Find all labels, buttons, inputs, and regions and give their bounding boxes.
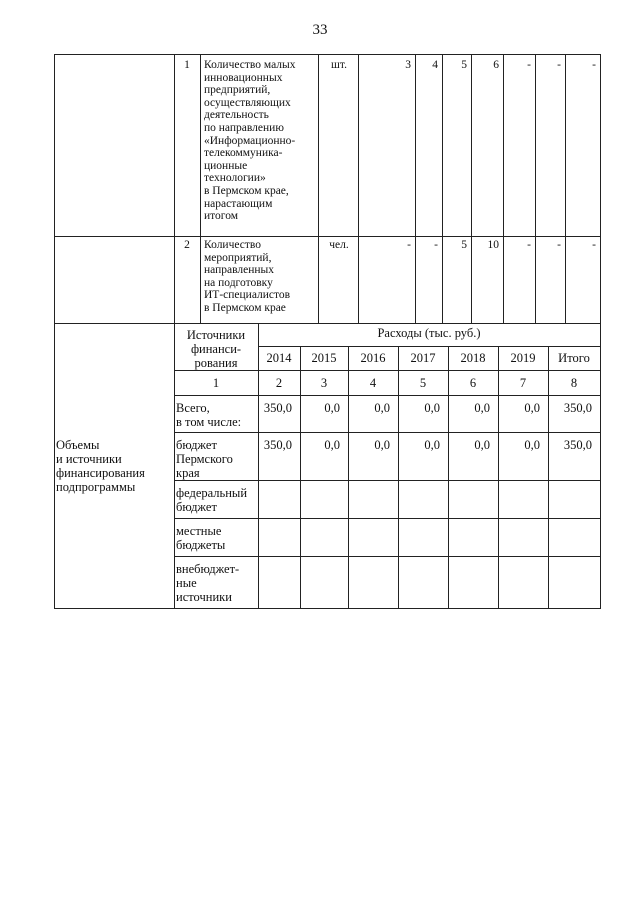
indicator-name: Количество малых инновационных предприятий, осуществляющих деятельность по направлению «Информационно- телекоммуника- ционные технологии» в Пермском крае, нарастающим итогом [204,59,296,223]
finance-column-number: 2 [275,376,283,390]
indicator-unit: шт. [331,59,347,71]
indicator-name: Количество мероприятий, направленных на подготовку ИТ-специалистов в Пермском крае [204,239,291,314]
finance-row-value: 350,0 [263,438,292,452]
finance-year-header: Итого [558,351,590,365]
finance-year-header: 2014 [266,351,292,365]
finance-row-label: бюджет Пермского края [176,438,233,480]
table-rule-vertical [358,54,359,323]
indicator-value: - [407,239,411,251]
finance-row-value: 350,0 [563,401,592,415]
finance-year-header: 2018 [460,351,486,365]
finance-row-label: федеральный бюджет [176,486,248,514]
finance-section-label: Объемы и источники финансирования подпрограммы [56,438,145,494]
table-rule-vertical [54,54,55,608]
indicator-value: 10 [487,239,499,251]
indicator-value: - [527,59,531,71]
indicator-number: 1 [184,59,190,71]
table-rule-horizontal [54,608,601,609]
table-rule-vertical [200,54,201,323]
table-rule-horizontal [54,236,601,237]
finance-year-header: 2016 [360,351,386,365]
finance-column-number: 8 [570,376,578,390]
indicator-value: 6 [493,59,499,71]
indicator-value: - [592,239,596,251]
indicator-value: - [434,239,438,251]
finance-row-value: 0,0 [474,401,490,415]
finance-row-value: 0,0 [474,438,490,452]
table-rule-vertical [565,54,566,323]
table-rule-horizontal [174,370,601,371]
finance-row-value: 0,0 [324,438,340,452]
table-rule-vertical [318,54,319,323]
table-rule-vertical [258,323,259,608]
indicator-value: - [557,59,561,71]
finance-column-number: 5 [419,376,427,390]
page-number: 33 [312,22,328,38]
table-rule-vertical [174,54,175,608]
finance-row-label: Всего, в том числе: [176,401,242,429]
table-rule-horizontal [174,395,601,396]
table-rule-vertical [503,54,504,323]
finance-row-value: 0,0 [374,438,390,452]
table-rule-vertical [442,54,443,323]
finance-year-header: 2019 [510,351,536,365]
indicator-value: - [527,239,531,251]
finance-row-value: 0,0 [324,401,340,415]
finance-row-value: 350,0 [563,438,592,452]
indicator-value: 4 [432,59,438,71]
finance-column-number: 7 [519,376,527,390]
table-rule-vertical [535,54,536,323]
table-rule-horizontal [174,518,601,519]
table-rule-horizontal [54,54,600,55]
table-rule-horizontal [174,480,601,481]
finance-year-header: 2017 [410,351,436,365]
table-rule-vertical [471,54,472,323]
table-rule-horizontal [54,323,601,324]
table-rule-vertical [600,54,601,608]
table-rule-horizontal [174,432,601,433]
indicator-value: 3 [405,59,411,71]
finance-row-value: 0,0 [524,438,540,452]
indicator-unit: чел. [329,239,349,251]
indicator-value: - [557,239,561,251]
indicator-number: 2 [184,239,190,251]
finance-row-value: 0,0 [424,401,440,415]
finance-column-number: 1 [212,376,220,390]
indicator-value: - [592,59,596,71]
finance-row-label: внебюджет- ные источники [176,562,240,604]
table-rule-vertical [415,54,416,323]
finance-row-value: 0,0 [374,401,390,415]
finance-row-value: 0,0 [524,401,540,415]
finance-source-header: Источники финанси- рования [186,328,246,370]
finance-column-number: 3 [320,376,328,390]
finance-row-value: 0,0 [424,438,440,452]
finance-row-label: местные бюджеты [176,524,226,552]
finance-year-header: 2015 [311,351,337,365]
finance-column-number: 6 [469,376,477,390]
finance-row-value: 350,0 [263,401,292,415]
table-rule-horizontal [174,556,601,557]
indicator-value: 5 [461,239,467,251]
finance-expenses-header: Расходы (тыс. руб.) [377,326,481,340]
indicator-value: 5 [461,59,467,71]
finance-column-number: 4 [369,376,377,390]
table-rule-horizontal [258,346,601,347]
